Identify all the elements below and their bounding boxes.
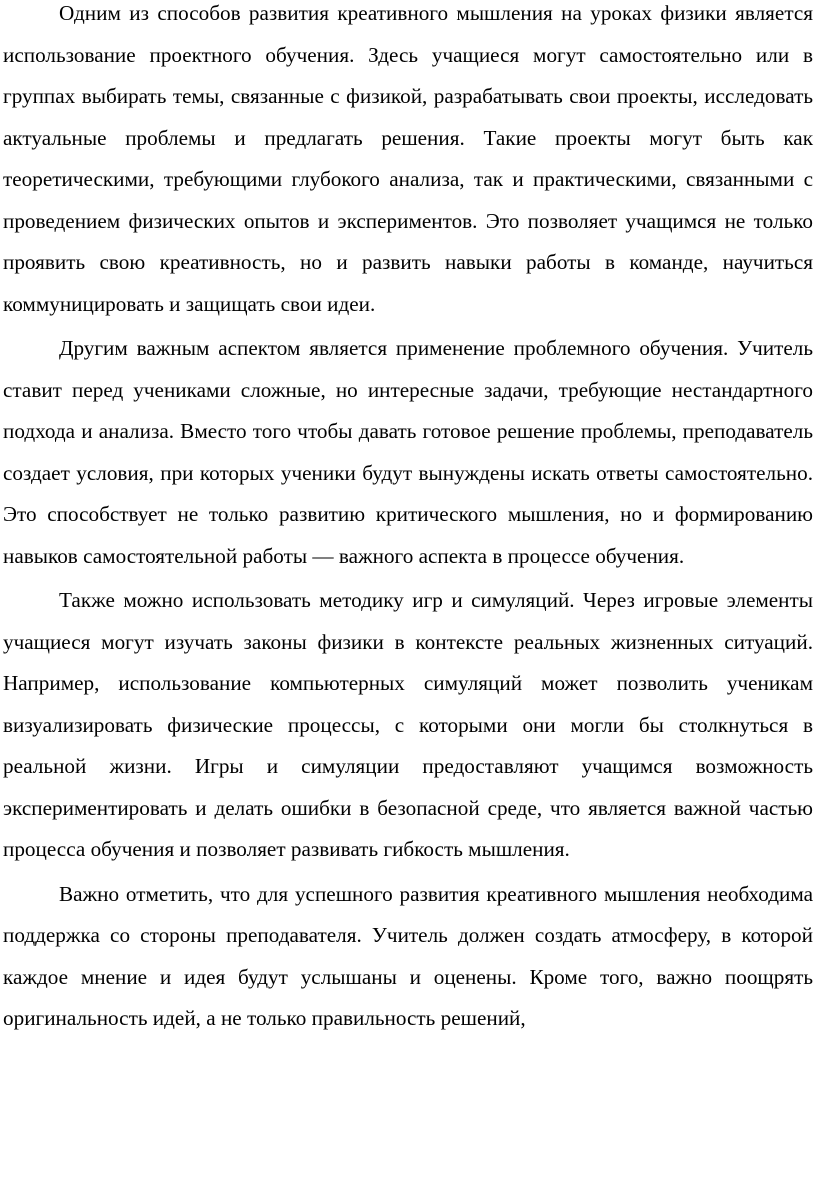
paragraph-teacher-support: Важно отметить, что для успешного развития креативного мышления необходима поддержка со стороны преподавателя. Учитель должен создать атмосферу, в которой каждое мнение и идея будут услышаны и оценены. Кроме того, важно поощрять оригинальность идей, а не только правильность решений, [3,881,813,1030]
paragraph-problem-learning: Другим важным аспектом является применение проблемного обучения. Учитель ставит перед учениками сложные, но интересные задачи, требующие нестандартного подхода и анализа. Вместо того чтобы давать готовое решение проблемы, преподаватель создает условия, при которых ученики будут вынуждены искать ответы самостоятельно. Это способствует не только развитию критического мышления, но и формированию навыков самостоятельной работы — важного аспекта в процессе обучения. [3,336,813,568]
document-body [3,0,813,1040]
paragraph-games-simulations: Также можно использовать методику игр и симуляций. Через игровые элементы учащиеся могут изучать законы физики в контексте реальных жизненных ситуаций. Например, использование компьютерных симуляций может позволить ученикам визуализировать физические процессы, с которыми они могли бы столкнуться в реальной жизни. Игры и симуляции предоставляют учащимся возможность экспериментировать и делать ошибки в безопасной среде, что является важной частью процесса обучения и позволяет развивать гибкость мышления. [3,588,813,861]
paragraph-project-learning: Одним из способов развития креативного мышления на уроках физики является использование проектного обучения. Здесь учащиеся могут самостоятельно или в группах выбирать темы, связанные с физикой, разрабатывать свои проекты, исследовать актуальные проблемы и предлагать решения. Такие проекты могут быть как теоретическими, требующими глубокого анализа, так и практическими, связанными с проведением физических опытов и экспериментов. Это позволяет учащимся не только проявить свою креативность, но и развить навыки работы в команде, научиться коммуницировать и защищать свои идеи. [3,1,813,316]
